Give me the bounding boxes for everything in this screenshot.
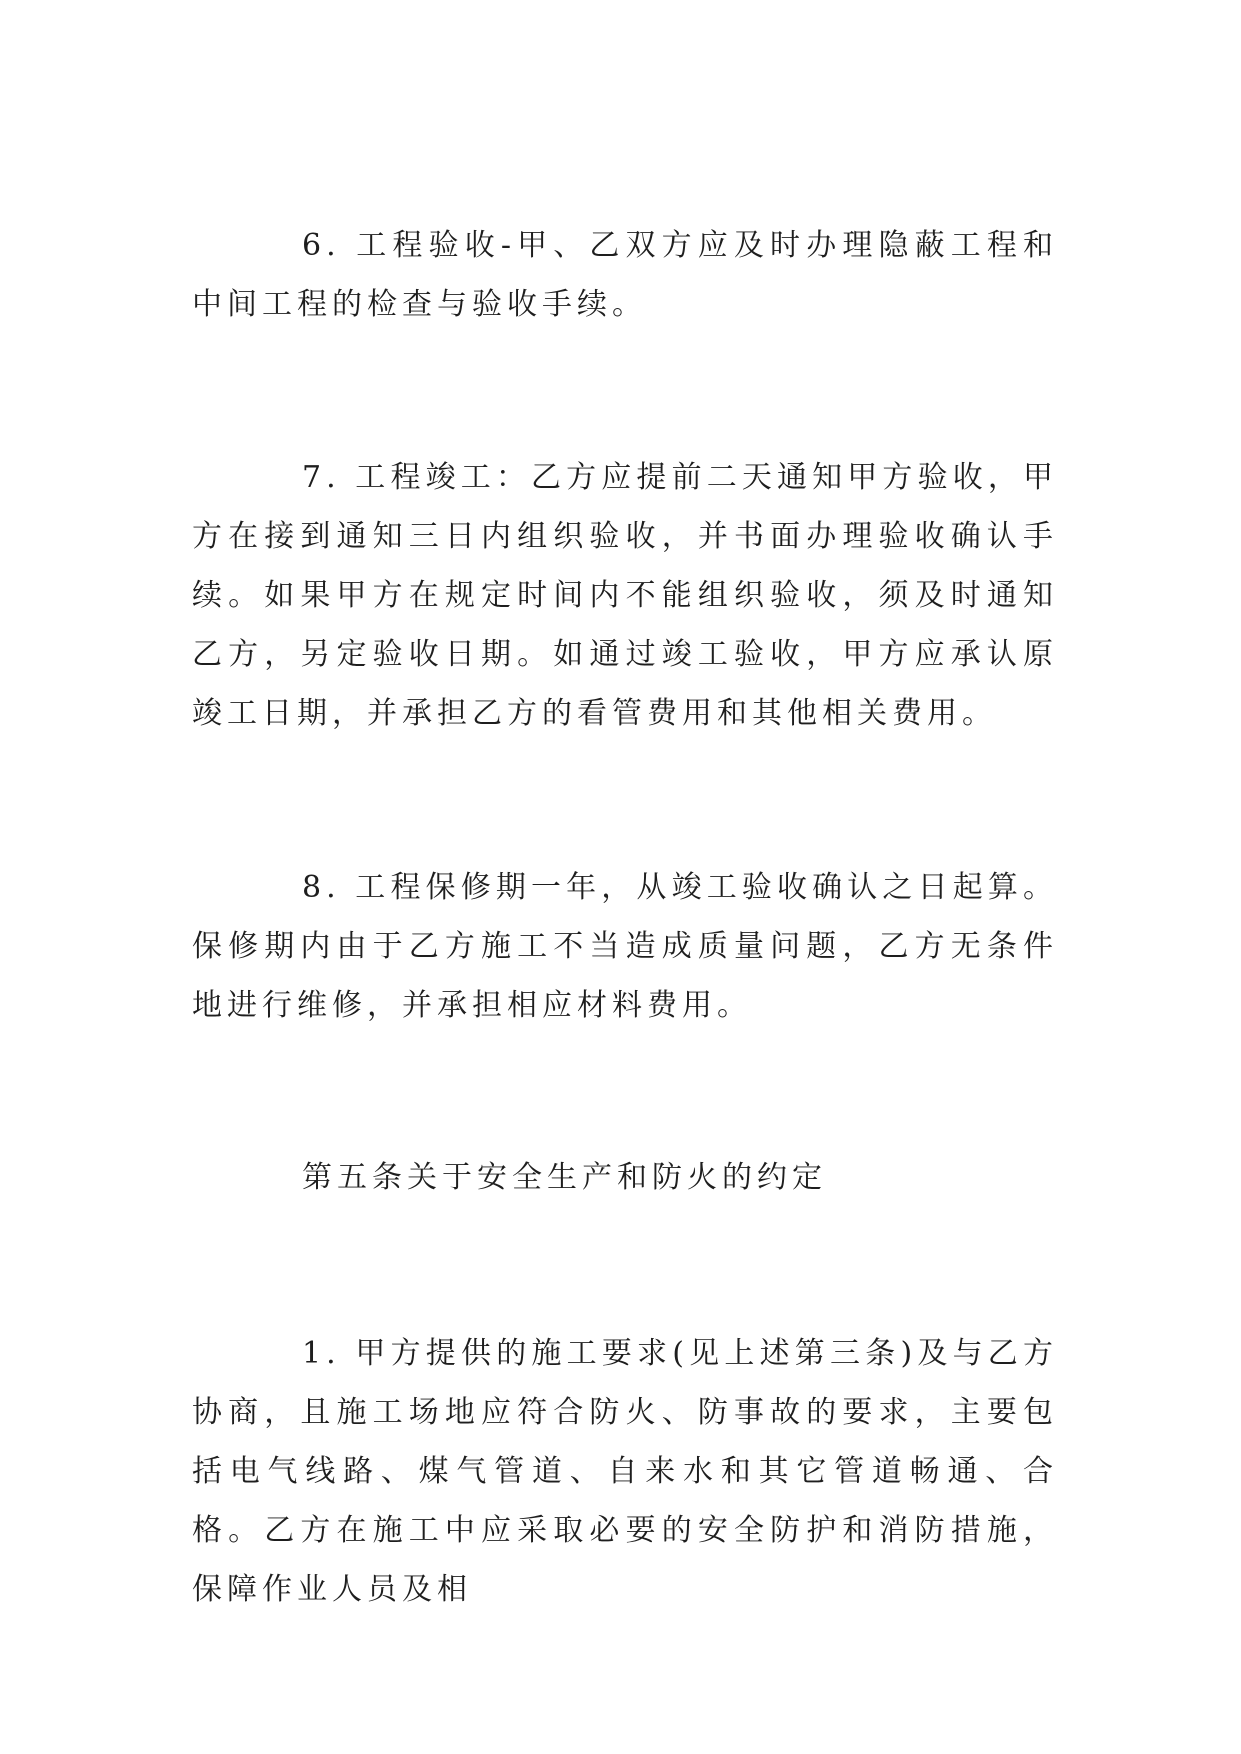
article-5-clause-1-paragraph: 1. 甲方提供的施工要求(见上述第三条)及与乙方协商，且施工场地应符合防火、防事故的要求，主要包括电气线路、煤气管道、自来水和其它管道畅通、合格。乙方在施工中应采取必要的安全防护和消防措施，保障作业人员及相	[192, 1336, 1058, 1607]
clause-8-paragraph: 8. 工程保修期一年，从竣工验收确认之日起算。保修期内由于乙方施工不当造成质量问题，乙方无条件地进行维修，并承担相应材料费用。	[192, 870, 1058, 1023]
clause-6-paragraph: 6. 工程验收-甲、乙双方应及时办理隐蔽工程和中间工程的检查与验收手续。	[192, 228, 1058, 322]
article-5-heading: 第五条关于安全生产和防火的约定	[302, 1160, 827, 1195]
clause-7-paragraph: 7. 工程竣工：乙方应提前二天通知甲方验收，甲方在接到通知三日内组织验收，并书面办理验收确认手续。如果甲方在规定时间内不能组织验收，须及时通知乙方，另定验收日期。如通过竣工验收，甲方应承认原竣工日期，并承担乙方的看管费用和其他相关费用。	[192, 460, 1058, 731]
